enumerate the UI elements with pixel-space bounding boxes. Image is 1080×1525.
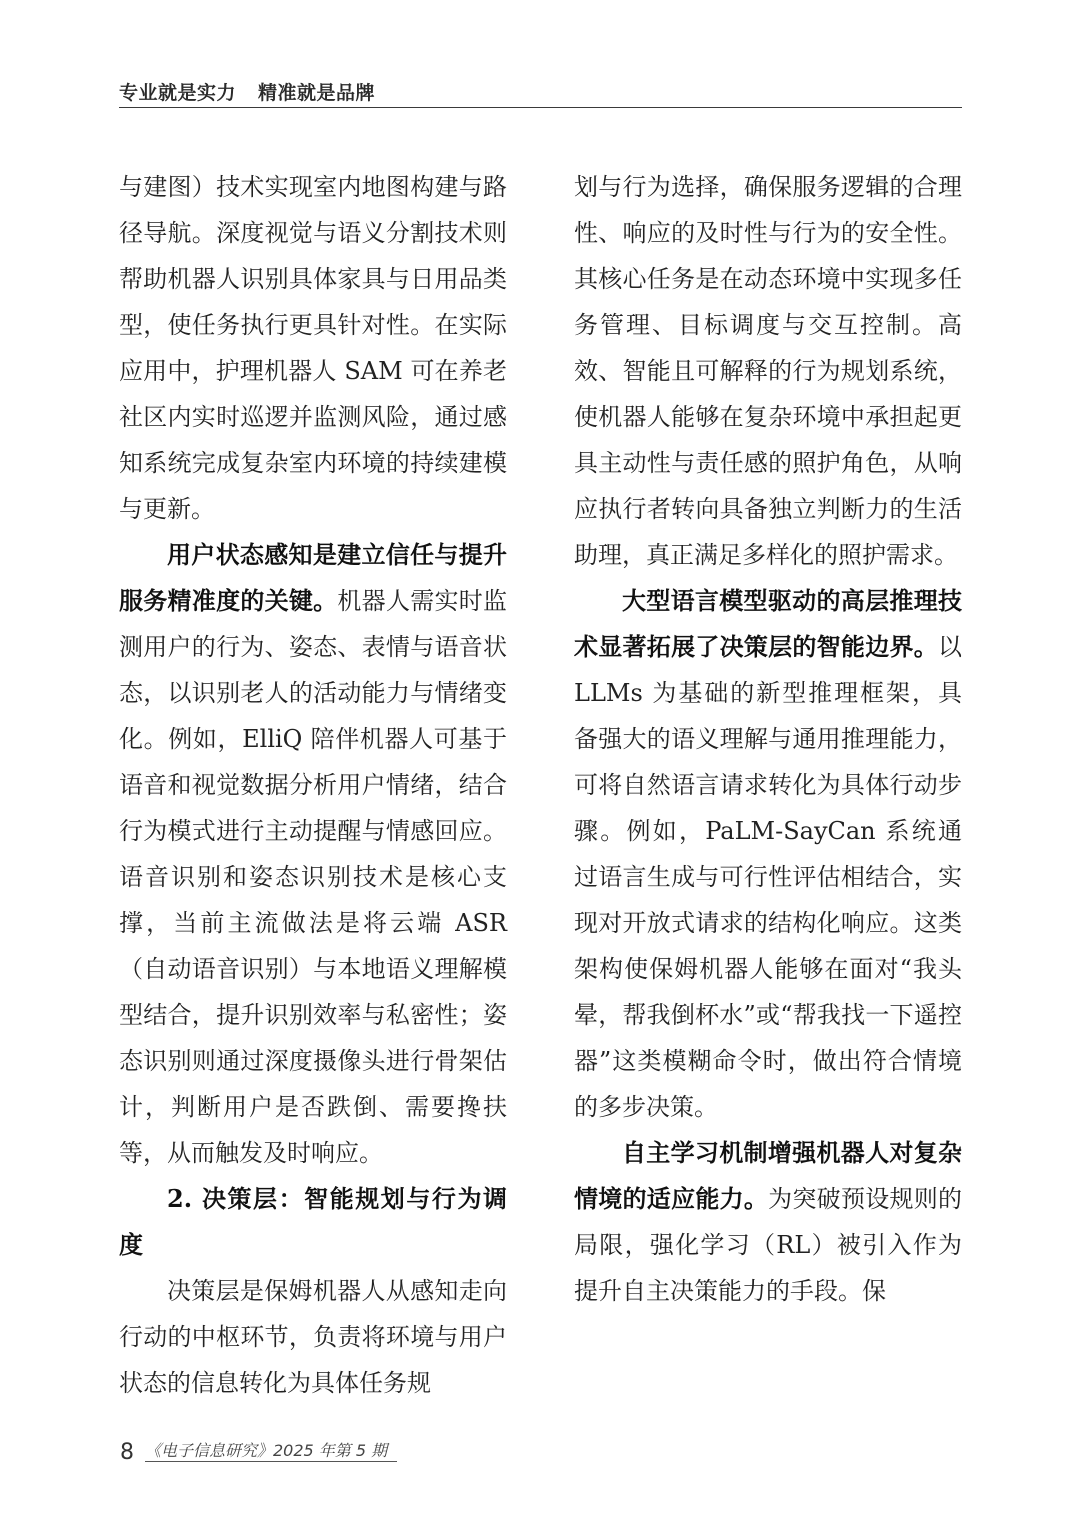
left-paragraph-2-lead: 用户状态感知是建立信任与提升服务精准度的关键。	[119, 540, 507, 615]
left-column	[119, 164, 507, 1414]
right-paragraph-2-lead: 大型语言模型驱动的高层推理技术显著拓展了决策层的智能边界。	[574, 586, 962, 661]
right-paragraph-1: 划与行为选择，确保服务逻辑的合理性、响应的及时性与行为的安全性。其核心任务是在动态环境中实现多任务管理、目标调度与交互控制。高效、智能且可解释的行为规划系统，使机器人能够在复杂环境中承担起更具主动性与责任感的照护角色，从响应执行者转向具备独立判断力的生活助理，真正满足多样化的照护需求。	[574, 173, 962, 569]
slogan-right: 精准就是品牌	[258, 82, 376, 104]
right-paragraph-3-lead: 自主学习机制增强机器人对复杂情境的适应能力。	[574, 1138, 962, 1213]
page-number: 8	[120, 1440, 134, 1465]
header-slogan	[119, 78, 375, 105]
right-paragraph-2	[574, 578, 962, 1130]
left-paragraph-2	[119, 532, 507, 1176]
slogan-left: 专业就是实力	[119, 82, 237, 104]
right-paragraph-2-text: 以 LLMs 为基础的新型推理框架，具备强大的语义理解与通用推理能力，可将自然语言请求转化为具体行动步骤。例如，PaLM-SayCan 系统通过语言生成与可行性评估相结合，实现对开放式请求的结构化响应。这类架构使保姆机器人能够在面对“我头晕，帮我倒杯水”或“帮我找一下遥控器”这类模糊命令时，做出符合情境的多步决策。	[574, 633, 962, 1121]
right-paragraph-3-text: 为突破预设规则的局限，强化学习（RL）被引入作为提升自主决策能力的手段。保	[574, 1185, 963, 1305]
left-paragraph-2-text: 机器人需实时监测用户的行为、姿态、表情与语音状态，以识别老人的活动能力与情绪变化。例如，ElliQ 陪伴机器人可基于语音和视觉数据分析用户情绪，结合行为模式进行主动提醒与情感回应。语音识别和姿态识别技术是核心支撑，当前主流做法是将云端 ASR（自动语音识别）与本地语义理解模型结合，提升识别效率与私密性；姿态识别则通过深度摄像头进行骨架估计，判断用户是否跌倒、需要搀扶等，从而触发及时响应。	[119, 587, 508, 1167]
section-heading: 2. 决策层：智能规划与行为调度	[119, 1184, 507, 1259]
header-rule	[119, 107, 962, 108]
left-paragraph-1: 与建图）技术实现室内地图构建与路径导航。深度视觉与语义分割技术则帮助机器人识别具体家具与日用品类型，使任务执行更具针对性。在实际应用中，护理机器人 SAM 可在养老社区内实时巡逻并监测风险，通过感知系统完成复杂室内环境的持续建模与更新。	[119, 173, 507, 523]
footer-rule	[145, 1461, 397, 1462]
left-paragraph-3: 决策层是保姆机器人从感知走向行动的中枢环节，负责将环境与用户状态的信息转化为具体任务规	[119, 1277, 507, 1397]
journal-issue: 《电子信息研究》2025 年第 5 期	[145, 1441, 388, 1460]
right-column	[574, 164, 962, 1414]
right-paragraph-3	[574, 1130, 962, 1314]
